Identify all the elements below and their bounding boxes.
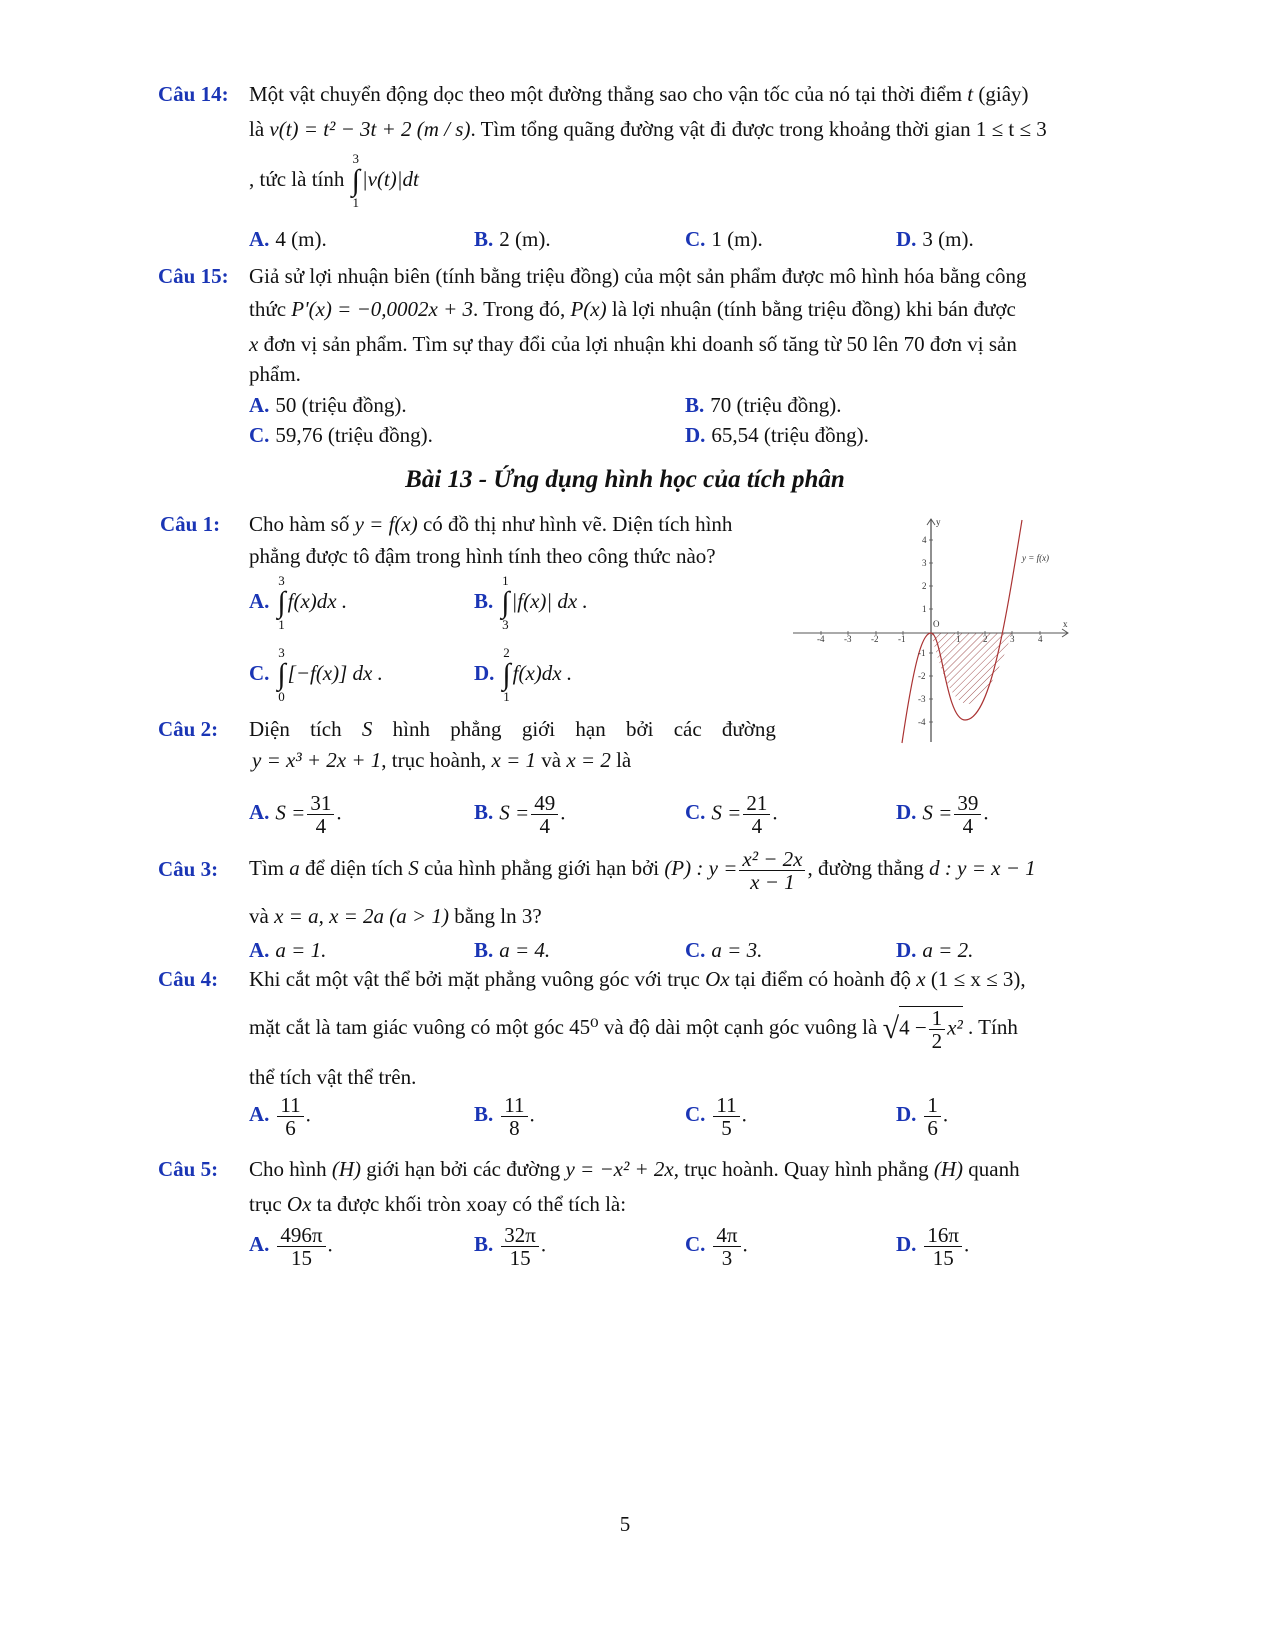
x-tick: -4 xyxy=(817,634,825,644)
section-title: Bài 13 - Ứng dụng hình học của tích phân xyxy=(405,466,845,493)
q3-label: Câu 3: xyxy=(158,857,219,881)
q15-option-a: A. 50 (triệu đồng). xyxy=(249,393,407,417)
q15-label: Câu 15: xyxy=(158,264,229,288)
q2-line2: y = x³ + 2x + 1, trục hoành, x = 1 và x = 2 là xyxy=(252,748,632,772)
q3-option-d: D. a = 2. xyxy=(896,938,974,962)
q3-option-a: A. a = 1. xyxy=(249,938,327,962)
q4-label: Câu 4: xyxy=(158,967,219,991)
page-number: 5 xyxy=(619,1512,631,1536)
q5-line1: Cho hình (H) giới hạn bởi các đường y = −x² + 2x, trục hoành. Quay hình phẳng (H) quanh xyxy=(249,1157,1020,1181)
x-axis-label: x xyxy=(1063,619,1068,629)
q14-option-b: B. 2 (m). xyxy=(474,227,551,251)
x-tick: 3 xyxy=(1010,634,1015,644)
q2-option-d: D. S = $\frac{39}{4}$ . xyxy=(896,791,989,838)
q15-line2: thức P'(x) = −0,0002x + 3. Trong đó, P(x) là lợi nhuận (tính bằng triệu đồng) khi bán được xyxy=(249,297,1016,321)
q15-option-d: D. 65,54 (triệu đồng). xyxy=(685,423,869,447)
q5-option-b: B. $\frac{32\pi}{15}$ . xyxy=(474,1223,547,1270)
q5-line2: trục Ox ta được khối tròn xoay có thể tích là: xyxy=(249,1192,627,1216)
q3-option-c: C. a = 3. xyxy=(685,938,763,962)
q4-line2: mặt cắt là tam giác vuông có một góc 45⁰ và độ dài một cạnh góc vuông là √4 − $\frac{1}{2}$ x² . Tính xyxy=(249,1006,1018,1054)
q15-option-b: B. 70 (triệu đồng). xyxy=(685,393,842,417)
q2-option-a: A. S = $\frac{31}{4}$ . xyxy=(249,791,342,838)
q4-line1: Khi cắt một vật thể bởi mặt phẳng vuông góc với trục Ox tại điểm có hoành độ x (1 ≤ x ≤ 3), xyxy=(249,967,1026,991)
q1-line1: Cho hàm số y = f(x) có đồ thị như hình vẽ. Diện tích hình xyxy=(249,512,733,536)
q1-option-b: B. 1 ∫ 3 |f(x)| dx . xyxy=(474,573,588,632)
x-tick: -1 xyxy=(898,634,906,644)
y-tick: -4 xyxy=(918,717,926,727)
y-tick: 4 xyxy=(922,535,927,545)
q2-option-b: B. S = $\frac{49}{4}$ . xyxy=(474,791,566,838)
function-graph xyxy=(790,515,1075,745)
y-axis-label: y xyxy=(936,517,941,527)
q1-label: Câu 1: xyxy=(160,512,221,536)
q2-label: Câu 2: xyxy=(158,717,219,741)
origin-label: O xyxy=(933,619,940,629)
x-tick: 4 xyxy=(1038,634,1043,644)
q15-line1: Giả sử lợi nhuận biên (tính bằng triệu đồng) của một sản phẩm được mô hình hóa bằng công xyxy=(249,264,1027,288)
q3-option-b: B. a = 4. xyxy=(474,938,551,962)
x-tick: -2 xyxy=(871,634,879,644)
q4-option-a: A. $\frac{11}{6}$ . xyxy=(249,1093,311,1140)
q1-option-a: A. 3 ∫ 1 f(x)dx . xyxy=(249,573,348,632)
q1-line2: phẳng được tô đậm trong hình tính theo công thức nào? xyxy=(249,544,716,568)
q3-line2: và x = a, x = 2a (a > 1) bằng ln 3? xyxy=(249,904,542,928)
q1-option-c: C. 3 ∫ 0 [−f(x)] dx . xyxy=(249,645,383,704)
q2-line1: Diện tích S hình phẳng giới hạn bởi các đường xyxy=(249,717,776,741)
q4-option-b: B. $\frac{11}{8}$ . xyxy=(474,1093,535,1140)
q4-option-d: D. $\frac{1}{6}$ . xyxy=(896,1093,949,1140)
q14-line1: Một vật chuyển động dọc theo một đường thẳng sao cho vận tốc của nó tại thời điểm t (giây) xyxy=(249,82,1029,106)
q15-line3: x đơn vị sản phẩm. Tìm sự thay đổi của lợi nhuận khi doanh số tăng từ 50 lên 70 đơn vị sản xyxy=(249,332,1017,356)
q3-line1: Tìm a để diện tích S của hình phẳng giới hạn bởi (P) : y = $\frac{\text{x² − 2x}}{x - 1}$ , đường thẳng d : y = x − 1 xyxy=(249,846,1036,894)
q5-option-a: A. $\frac{496\pi}{15}$ . xyxy=(249,1223,333,1270)
y-tick: -2 xyxy=(918,671,926,681)
y-tick: -1 xyxy=(918,648,926,658)
q14-option-a: A. 4 (m). xyxy=(249,227,327,251)
q5-option-d: D. $\frac{16\pi}{15}$ . xyxy=(896,1223,970,1270)
q4-line3: thể tích vật thể trên. xyxy=(249,1065,417,1089)
y-tick: 2 xyxy=(922,581,927,591)
q15-option-c: C. 59,76 (triệu đồng). xyxy=(249,423,433,447)
q14-option-c: C. 1 (m). xyxy=(685,227,763,251)
q14-option-d: D. 3 (m). xyxy=(896,227,974,251)
curve-label: y = f(x) xyxy=(1022,553,1050,563)
q5-option-c: C. $\frac{4\pi}{3}$ . xyxy=(685,1223,748,1270)
x-tick: -3 xyxy=(844,634,852,644)
y-tick: -3 xyxy=(918,694,926,704)
y-tick: 1 xyxy=(922,604,927,614)
y-tick: 3 xyxy=(922,558,927,568)
curve-fx xyxy=(902,520,1022,743)
q15-line4: phẩm. xyxy=(249,362,301,386)
x-tick: 1 xyxy=(956,634,961,644)
q2-option-c: C. S = $\frac{21}{4}$ . xyxy=(685,791,778,838)
q14-line2: là v(t) = t² − 3t + 2 (m / s). Tìm tổng quãng đường vật đi được trong khoảng thời gian 1 ≤ t ≤ 3 xyxy=(249,117,1047,141)
q5-label: Câu 5: xyxy=(158,1157,219,1181)
q4-option-c: C. $\frac{11}{5}$ . xyxy=(685,1093,747,1140)
q14-line3: , tức là tính 3 ∫ 1 |v(t)|dt xyxy=(249,151,419,210)
x-tick: 2 xyxy=(983,634,988,644)
q1-option-d: D. 2 ∫ 1 f(x)dx . xyxy=(474,645,573,704)
q14-label: Câu 14: xyxy=(158,82,229,106)
